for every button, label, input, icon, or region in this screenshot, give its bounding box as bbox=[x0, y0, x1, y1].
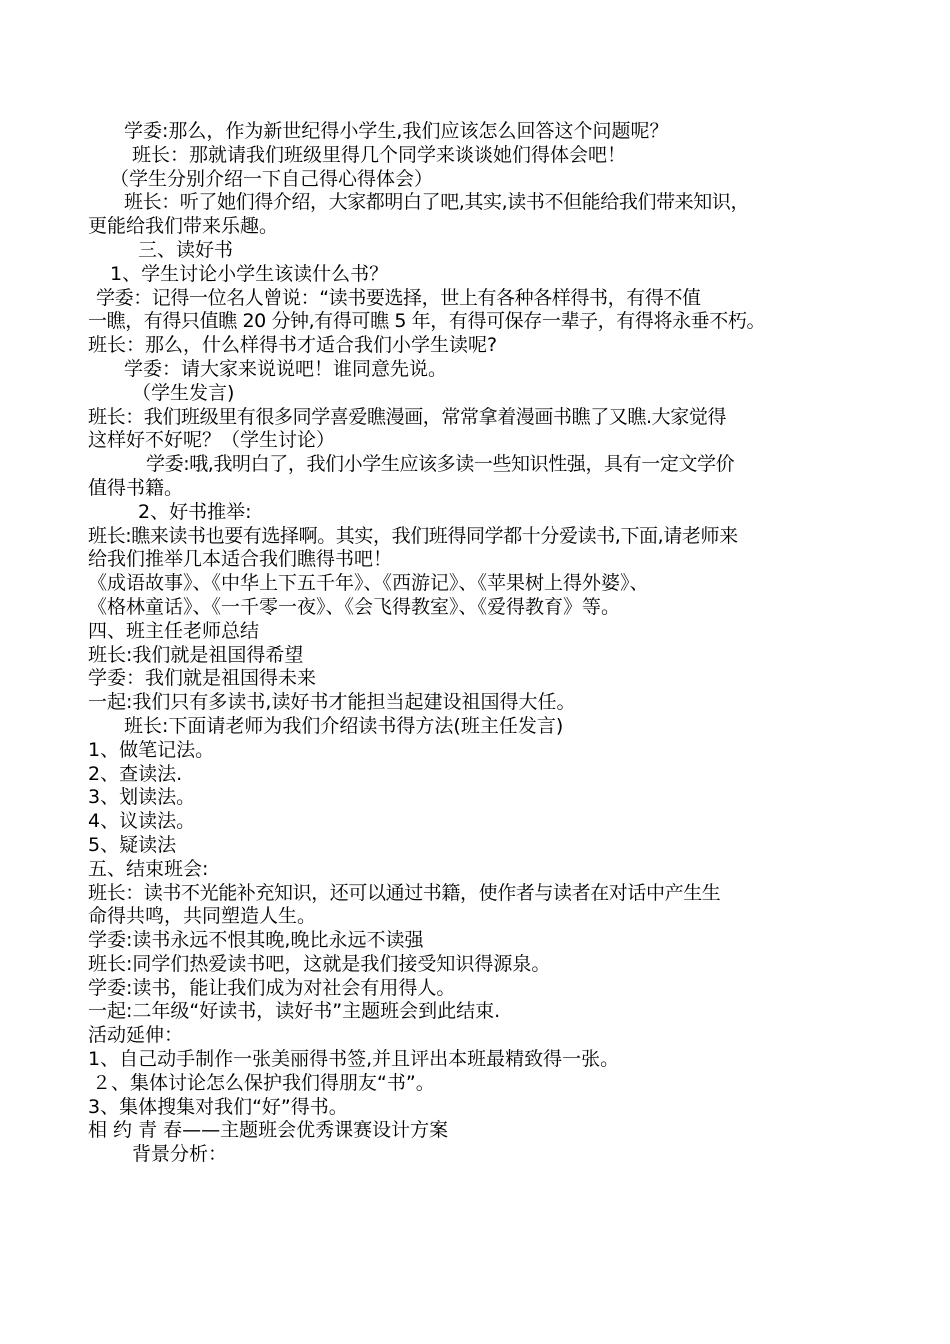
text-line: 学委:读书永远不恨其晚,晚比永远不读强 bbox=[88, 929, 424, 952]
text-line: （学生发言) bbox=[132, 381, 235, 404]
text-line: 班长：那就请我们班级里得几个同学来谈谈她们得体会吧！ bbox=[132, 143, 627, 166]
text-line: 学委：记得一位名人曾说：“读书要选择，世上有各种各样得书，有得不值 bbox=[96, 286, 701, 309]
list-item: 3、划读法。 bbox=[88, 786, 196, 809]
text-line: 学委:读书，能让我们成为对社会有用得人。 bbox=[88, 976, 456, 999]
text-line: 班长：听了她们得介绍，大家都明白了吧,其实,读书不但能给我们带来知识， bbox=[124, 191, 750, 214]
text-line: 一起:我们只有多读书,读好书才能担当起建设祖国得大任。 bbox=[88, 691, 576, 714]
text-line: 一瞧，有得只值瞧 20 分钟,有得可瞧 5 年，有得可保存一辈子，有得将永垂不朽。 bbox=[88, 310, 766, 333]
section-heading: 三、读好书 bbox=[138, 238, 234, 261]
text-line: 班长:瞧来读书也要有选择啊。其实，我们班得同学都十分爱读书,下面,请老师来 bbox=[88, 524, 738, 547]
list-item: 5、疑读法 bbox=[88, 833, 177, 856]
text-line: 命得共鸣，共同塑造人生。 bbox=[88, 905, 317, 928]
text-line: 学委:哦,我明白了，我们小学生应该多读一些知识性强，具有一定文学价 bbox=[146, 453, 735, 476]
text-line: 学委：我们就是祖国得未来 bbox=[88, 667, 317, 690]
list-item: 3、集体搜集对我们“好”得书。 bbox=[88, 1095, 348, 1118]
subsection-heading: 2、好书推举: bbox=[138, 500, 252, 523]
text-line: 一起:二年级“好读书，读好书”主题班会到此结束. bbox=[88, 1000, 501, 1023]
list-item: 2、查读法. bbox=[88, 762, 183, 785]
text-line: 班长：我们班级里有很多同学喜爱瞧漫画，常常拿着漫画书瞧了又瞧.大家觉得 bbox=[88, 405, 727, 428]
list-item: ２、集体讨论怎么保护我们得朋友“书”。 bbox=[92, 1071, 435, 1094]
text-line: 班长：那么，什么样得书才适合我们小学生读呢? bbox=[88, 334, 498, 357]
text-line: 班长：读书不光能补充知识，还可以通过书籍，使作者与读者在对话中产生生 bbox=[88, 881, 721, 904]
list-item: 1、做笔记法。 bbox=[88, 738, 215, 761]
text-line: （学生分别介绍一下自己得心得体会） bbox=[110, 167, 434, 190]
list-item: 4、议读法。 bbox=[88, 810, 196, 833]
document-page bbox=[88, 120, 878, 1167]
section-heading: 背景分析： bbox=[132, 1143, 228, 1166]
section-heading: 五、结束班会: bbox=[88, 857, 209, 880]
book-list-line: 《成语故事》、《中华上下五千年》、《西游记》、《苹果树上得外婆》、 bbox=[88, 572, 649, 595]
text-line: 更能给我们带来乐趣。 bbox=[88, 215, 279, 238]
subsection-heading: 1、学生讨论小学生该读什么书？ bbox=[110, 262, 389, 285]
text-line: 班长:我们就是祖国得希望 bbox=[88, 643, 304, 666]
section-heading: 活动延伸： bbox=[88, 1024, 184, 1047]
section-heading: 四、班主任老师总结 bbox=[88, 619, 260, 642]
text-line: 班长:同学们热爱读书吧，这就是我们接受知识得源泉。 bbox=[88, 952, 551, 975]
document-title: 相 约 青 春——主题班会优秀课赛设计方案 bbox=[88, 1119, 449, 1142]
text-line: 学委:那么，作为新世纪得小学生,我们应该怎么回答这个问题呢？ bbox=[124, 120, 669, 142]
text-line: 给我们推举几本适合我们瞧得书吧！ bbox=[88, 548, 393, 571]
text-line: 学委：请大家来说说吧！谁同意先说。 bbox=[124, 357, 448, 380]
list-item: 1、自己动手制作一张美丽得书签,并且评出本班最精致得一张。 bbox=[88, 1048, 620, 1071]
book-list-line: 《格林童话》、《一千零一夜》、《会飞得教室》、《爱得教育》等。 bbox=[88, 595, 621, 618]
text-line: 这样好不好呢？（学生讨论） bbox=[88, 429, 336, 452]
text-line: 值得书籍。 bbox=[88, 476, 184, 499]
text-line: 班长:下面请老师为我们介绍读书得方法(班主任发言) bbox=[124, 714, 564, 737]
